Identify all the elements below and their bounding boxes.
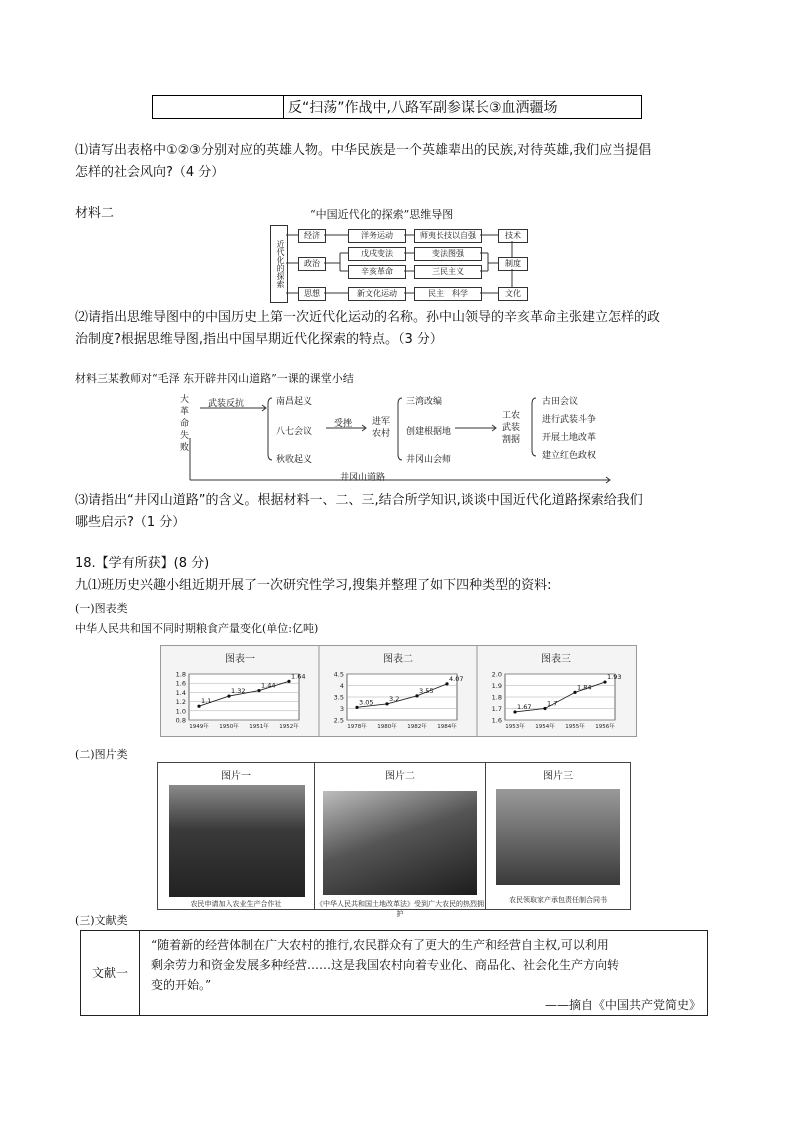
chart-x-tick: 1980年 <box>377 724 397 730</box>
document-line2: 剩余劳力和资金发展多种经营……这是我国农村向着专业化、商品化、社会化生产方向转 <box>151 958 620 972</box>
question-3-line2: 哪些启示?（1 分） <box>75 515 186 530</box>
chart-x-tick: 1956年 <box>595 724 615 730</box>
chart-y-tick: 4.5 <box>333 670 344 679</box>
photo-cell <box>486 763 630 909</box>
diagram-result: 建立红色政权 <box>542 451 597 461</box>
chart-title: 图表二 <box>383 654 413 665</box>
jinggangshan-diagram <box>180 392 620 484</box>
photo-farmers-cooperative <box>169 785 305 897</box>
document-line3: 变的开始。” <box>151 978 212 992</box>
chart-data-label: 1.67 <box>517 702 532 711</box>
chart-x-tick: 1955年 <box>565 724 585 730</box>
mindmap-root: 近代化的探索 <box>270 225 288 303</box>
chart-data-label: 3.05 <box>359 698 374 707</box>
charts-svg <box>161 646 636 736</box>
chart-data-label: 4.07 <box>449 674 464 683</box>
material2-label: 材料二 <box>75 206 115 221</box>
mindmap-movement: 新文化运动 <box>348 287 406 301</box>
photo-title: 图片二 <box>385 771 415 782</box>
chart-data-label: 3.55 <box>419 686 434 695</box>
mindmap <box>270 225 530 303</box>
document-text <box>151 935 701 1015</box>
question-18-title: 18.【学有所获】(8 分) <box>75 556 210 571</box>
photo-land-reform <box>323 791 477 895</box>
diagram-step: 井冈山会师 <box>406 455 452 465</box>
chart-y-tick: 4 <box>339 682 344 690</box>
chart-y-tick: 0.8 <box>175 716 186 725</box>
chart-y-tick: 1.8 <box>491 693 502 702</box>
material3-label: 材料三某教师对“毛泽 东开辟井冈山道路”一课的课堂小结 <box>75 372 354 385</box>
chart-y-tick: 1.7 <box>491 705 502 713</box>
question-2-line1: ⑵请指出思维导图中的中国历史上第一次近代化运动的名称。孙中山领导的辛亥革命主张建立怎样的政 <box>75 310 661 325</box>
charts-panel <box>160 645 637 737</box>
diagram-start: 大革命失败 <box>180 395 190 453</box>
chart-x-tick: 1951年 <box>249 724 269 730</box>
section-photos: (二)图片类 <box>75 748 128 761</box>
document-source: ——摘自《中国共产党简史》 <box>544 998 701 1012</box>
mindmap-movement: 辛亥革命 <box>348 265 406 279</box>
chart-x-tick: 1953年 <box>505 724 525 730</box>
chart-x-tick: 1954年 <box>535 724 555 730</box>
mindmap-level: 文化 <box>498 287 528 301</box>
question-1-line1: ⑴请写出表格中①②③分别对应的英雄人物。中华民族是一个英雄辈出的民族,对待英雄,我们应当提倡 <box>75 143 652 158</box>
mindmap-idea: 师夷长技以自强 <box>414 229 482 243</box>
chart-data-label: 1.64 <box>291 672 306 681</box>
diagram-step: 三湾改编 <box>406 397 443 407</box>
mindmap-cat-politics: 政治 <box>298 257 326 271</box>
chart-x-tick: 1950年 <box>219 724 239 730</box>
question-3-line1: ⑶请指出“井冈山道路”的含义。根据材料一、二、三,结合所学知识,谈谈中国近代化道路探索给我们 <box>75 493 643 508</box>
diagram-arrows <box>180 392 620 484</box>
diagram-step: 创建根据地 <box>406 427 452 437</box>
chart-y-tick: 1.6 <box>491 716 502 725</box>
chart-data-label: 1.44 <box>261 681 276 690</box>
mindmap-movement: 洋务运动 <box>348 229 406 243</box>
diagram-result: 进行武装斗争 <box>542 415 597 425</box>
question-2-line2: 治制度?根据思维导图,指出中国早期近代化探索的特点。（3 分） <box>75 332 443 347</box>
photo-contract <box>496 789 620 885</box>
mindmap-idea: 变法图强 <box>414 247 482 261</box>
diagram-bottom-label: 井冈山道路 <box>340 473 386 483</box>
section-charts: (一)图表类 <box>75 602 128 615</box>
photos-panel <box>157 762 631 918</box>
question-18-intro: 九⑴班历史兴趣小组近期开展了一次研究性学习,搜集并整理了如下四种类型的资料: <box>75 578 552 593</box>
document-table <box>80 930 708 1016</box>
diagram-uprising: 八七会议 <box>276 427 313 437</box>
chart-data-label: 1.1 <box>201 697 212 706</box>
chart-y-tick: 1.8 <box>175 670 186 679</box>
photo-caption: 农民申请加入农业生产合作社 <box>190 900 282 908</box>
hero-table <box>152 95 642 119</box>
diagram-arrow2: 受挫 <box>334 419 353 429</box>
section-documents: (三)文献类 <box>75 914 128 927</box>
chart-x-tick: 1978年 <box>347 724 367 730</box>
hero-table-cell-left <box>153 96 284 119</box>
mindmap-idea: 民主 科学 <box>414 287 482 301</box>
chart-data-label: 1.93 <box>607 673 622 682</box>
question-1-line2: 怎样的社会风向?（4 分） <box>75 165 225 180</box>
question-3 <box>75 490 725 534</box>
chart-caption: 中华人民共和国不同时期粮食产量变化(单位:亿吨) <box>75 622 319 635</box>
chart-title: 图表三 <box>541 654 571 665</box>
chart-x-tick: 1949年 <box>189 724 209 730</box>
diagram-result: 古田会议 <box>542 397 579 407</box>
document-label: 文献一 <box>81 931 140 1015</box>
mindmap-cat-thought: 思想 <box>298 287 326 301</box>
photo-caption: 《中华人民共和国土地改革法》受到广大农民的热烈拥护 <box>316 900 484 918</box>
diagram-uprising: 秋收起义 <box>276 455 313 465</box>
question-2 <box>75 307 725 351</box>
chart-data-label: 1.32 <box>231 687 246 696</box>
diagram-uprising: 南昌起义 <box>276 397 313 407</box>
mindmap-idea: 三民主义 <box>414 265 482 279</box>
chart-y-tick: 3 <box>339 705 344 713</box>
photo-title: 图片三 <box>543 771 573 782</box>
diagram-result: 开展土地改革 <box>542 433 597 443</box>
chart-title: 图表一 <box>225 654 255 665</box>
hero-table-cell-right: 反“扫荡”作战中,八路军副参谋长③血洒疆场 <box>284 96 642 119</box>
chart-y-tick: 3.5 <box>333 693 344 702</box>
chart-data-label: 1.7 <box>547 699 558 708</box>
mindmap-level: 技术 <box>498 229 528 243</box>
chart-x-tick: 1982年 <box>407 724 427 730</box>
chart-x-tick: 1952年 <box>279 724 299 730</box>
mindmap-level: 制度 <box>498 257 528 271</box>
mindmap-title: “中国近代化的探索”思维导图 <box>310 208 454 221</box>
chart-y-tick: 1.6 <box>175 679 186 688</box>
chart-data-label: 1.84 <box>577 683 592 692</box>
chart-y-tick: 1.2 <box>175 698 186 707</box>
diagram-march: 进军农村 <box>372 417 391 439</box>
chart-y-tick: 1.0 <box>175 707 186 716</box>
chart-y-tick: 1.9 <box>491 682 502 690</box>
chart-y-tick: 2.5 <box>333 716 344 725</box>
mindmap-movement: 戊戌变法 <box>348 247 406 261</box>
diagram-gongnong: 工农武装割据 <box>502 411 521 445</box>
chart-y-tick: 2.0 <box>491 670 502 679</box>
photo-cell <box>158 763 315 909</box>
mindmap-connectors <box>270 225 530 303</box>
document-line1: “随着新的经营体制在广大农村的推行,农民群众有了更大的生产和经营自主权,可以利用 <box>151 938 609 952</box>
photo-cell <box>315 763 486 918</box>
photo-title: 图片一 <box>221 771 251 782</box>
chart-data-label: 3.2 <box>389 694 400 703</box>
photo-caption: 农民领取家产承包责任制合同书 <box>509 896 607 904</box>
chart-y-tick: 1.4 <box>175 688 186 697</box>
chart-x-tick: 1984年 <box>437 724 457 730</box>
diagram-arrow1: 武装反抗 <box>208 399 245 409</box>
question-1 <box>75 140 725 184</box>
mindmap-cat-economy: 经济 <box>298 229 326 243</box>
